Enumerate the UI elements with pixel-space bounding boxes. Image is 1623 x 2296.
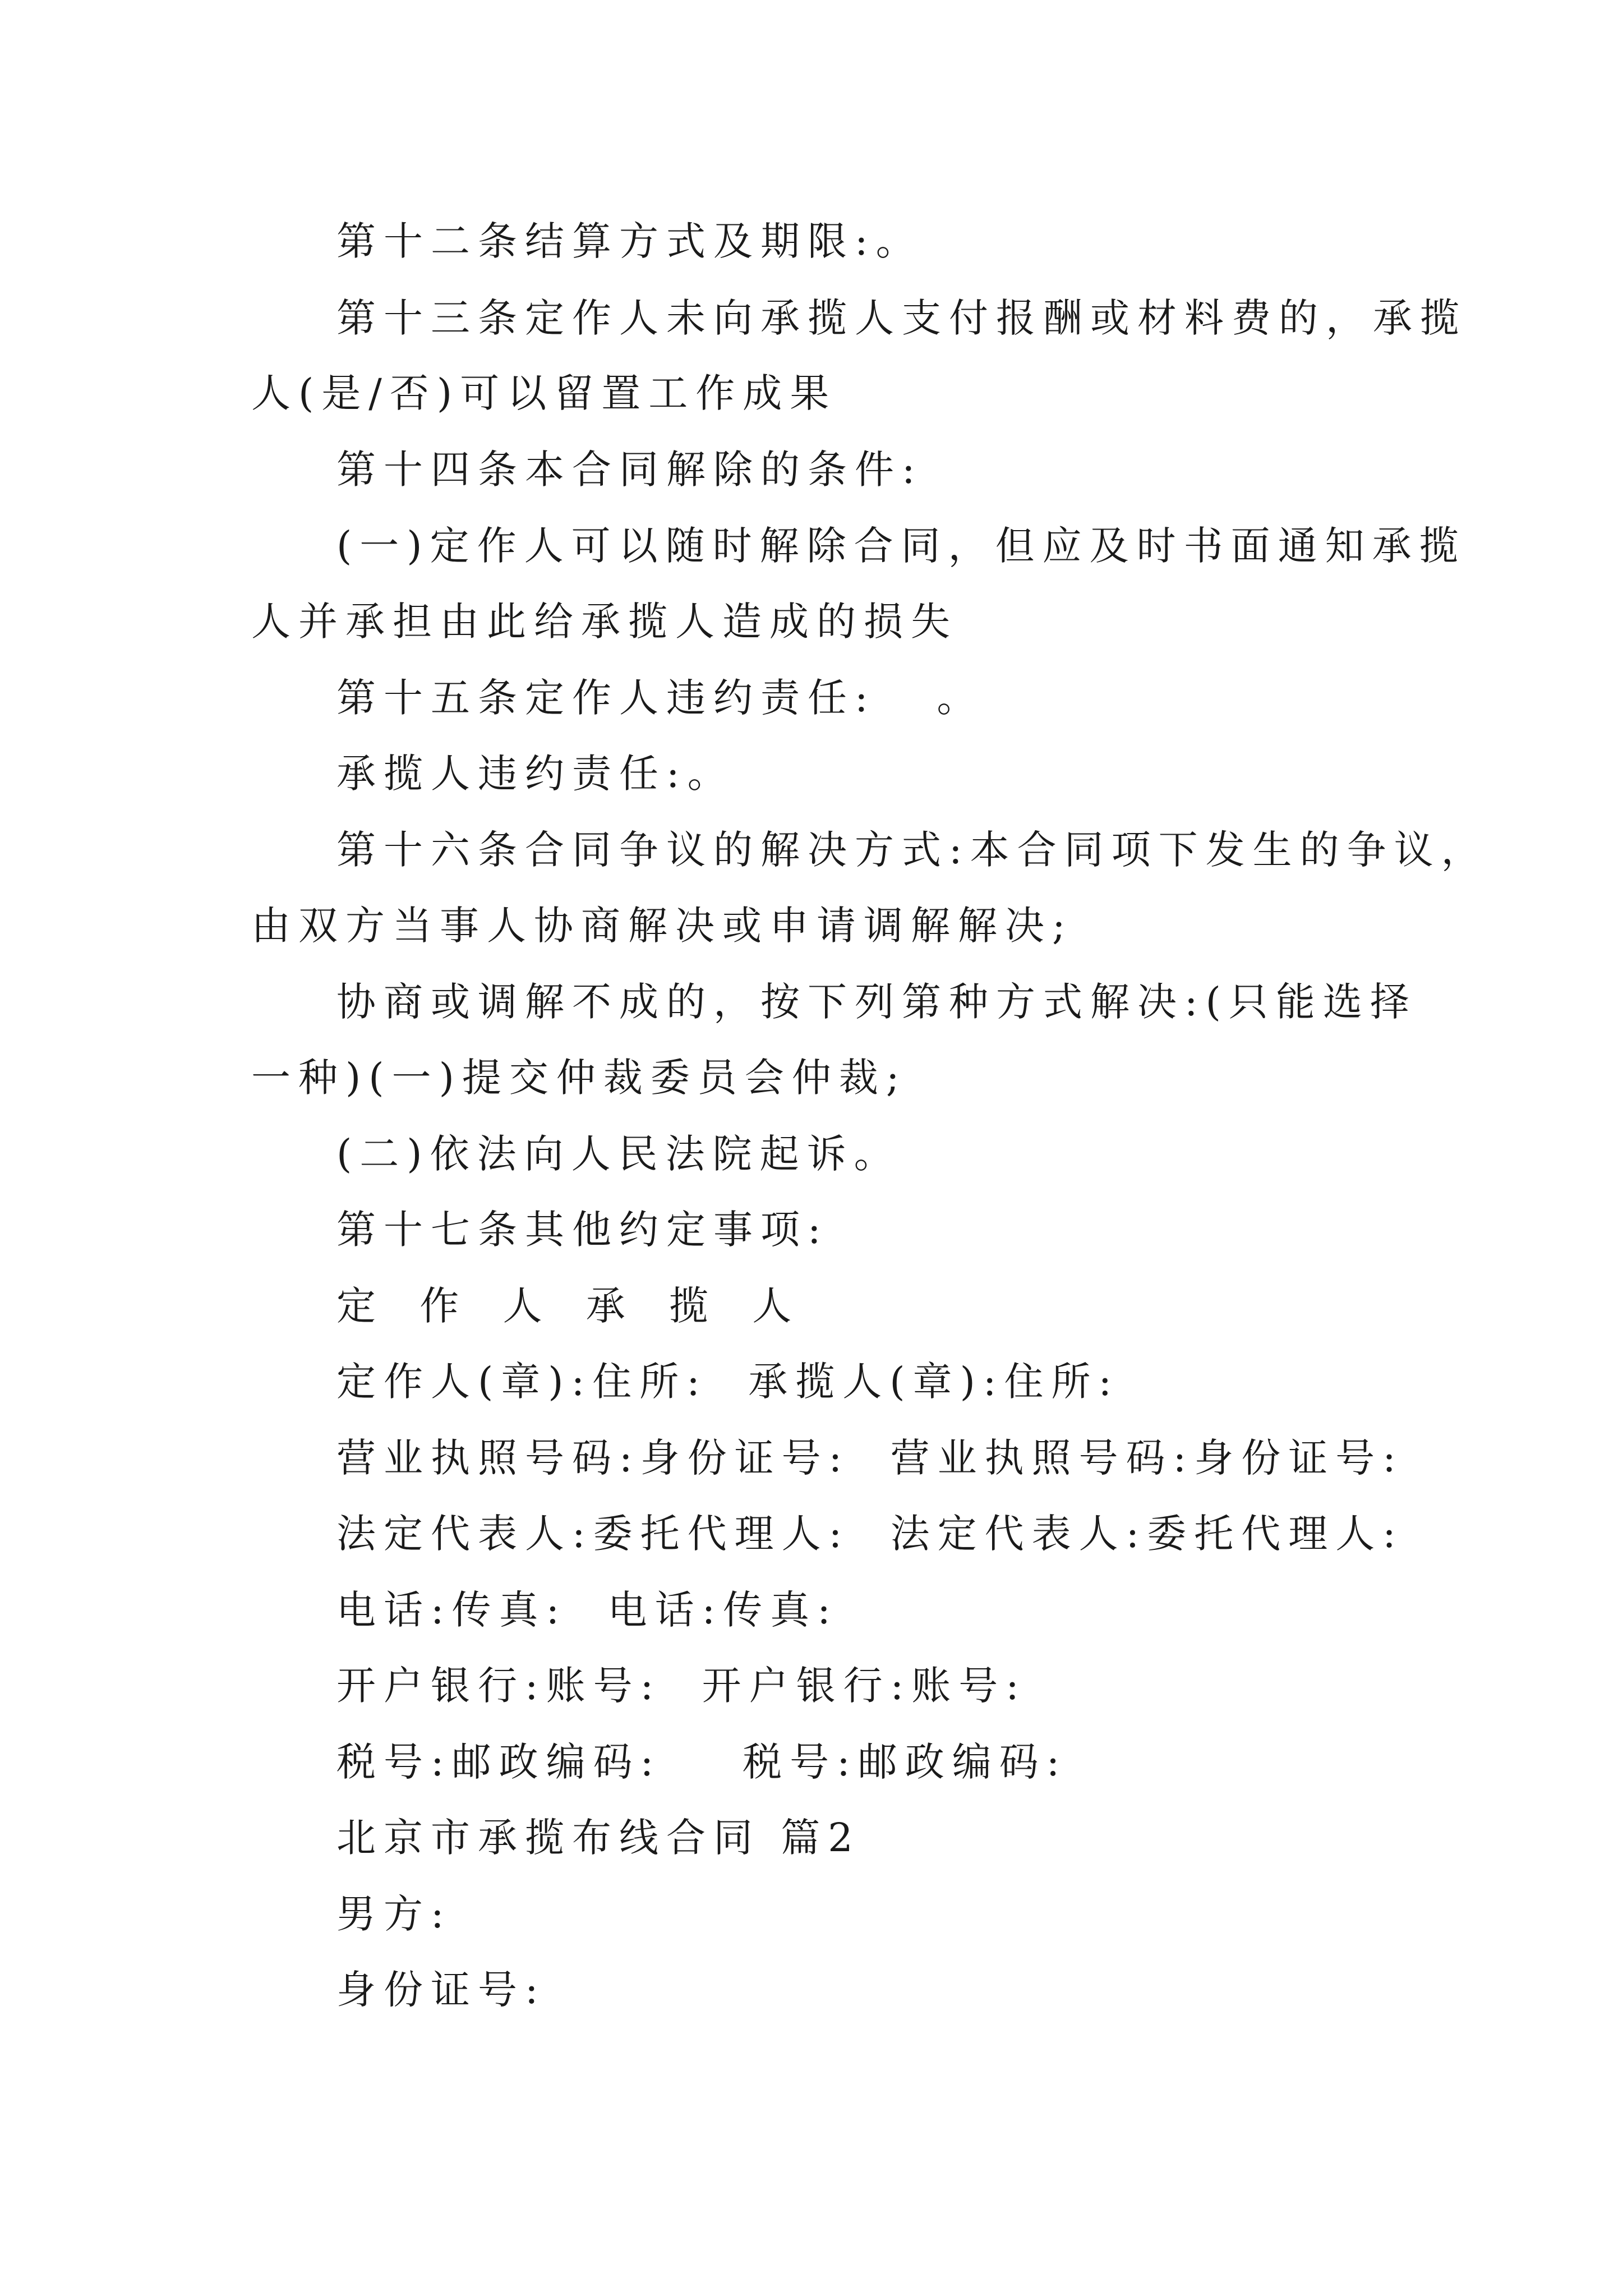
dispute-option-line-1: 协商或调解不成的，按下列第种方式解决:(只能选择 [336, 979, 1417, 1025]
clause-16-line-2: 由双方当事人协商解决或申请调解解决; [251, 903, 1073, 949]
signatories-heading: 定 作 人 承 揽 人 [336, 1283, 808, 1329]
clause-13-line-1: 第十三条定作人未向承揽人支付报酬或材料费的，承揽 [336, 295, 1467, 341]
representative-row: 法定代表人:委托代理人: 法定代表人:委托代理人: [336, 1511, 1404, 1557]
male-party-label: 男方: [336, 1891, 452, 1937]
clause-14-item-1-line-2: 人并承担由此给承揽人造成的损失 [251, 599, 958, 645]
clause-15-client-liability: 第十五条定作人违约责任: 。 [336, 675, 984, 721]
license-id-row: 营业执照号码:身份证号: 营业执照号码:身份证号: [336, 1435, 1404, 1481]
section-title: 北京市承揽布线合同 篇2 [336, 1815, 861, 1861]
seal-address-row: 定作人(章):住所: 承揽人(章):住所: [336, 1359, 1120, 1405]
tax-postcode-row: 税号:邮政编码: 税号:邮政编码: [336, 1739, 1068, 1785]
contractor-liability: 承揽人违约责任:。 [336, 751, 735, 797]
dispute-option-2: (二)依法向人民法院起诉。 [336, 1131, 901, 1177]
clause-17-other-matters: 第十七条其他约定事项: [336, 1207, 829, 1253]
clause-14-termination: 第十四条本合同解除的条件: [336, 447, 923, 493]
bank-account-row: 开户银行:账号: 开户银行:账号: [336, 1663, 1027, 1709]
phone-fax-row: 电话:传真: 电话:传真: [336, 1587, 838, 1633]
dispute-option-line-2: 一种)(一)提交仲裁委员会仲裁; [251, 1055, 907, 1101]
clause-16-line-1: 第十六条合同争议的解决方式:本合同项下发生的争议， [336, 827, 1488, 873]
clause-13-line-2: 人(是/否)可以留置工作成果 [251, 370, 837, 416]
clause-12-settlement: 第十二条结算方式及期限:。 [336, 218, 923, 264]
id-number-label: 身份证号: [336, 1967, 546, 2013]
clause-14-item-1-line-1: (一)定作人可以随时解除合同，但应及时书面通知承揽 [336, 523, 1467, 569]
